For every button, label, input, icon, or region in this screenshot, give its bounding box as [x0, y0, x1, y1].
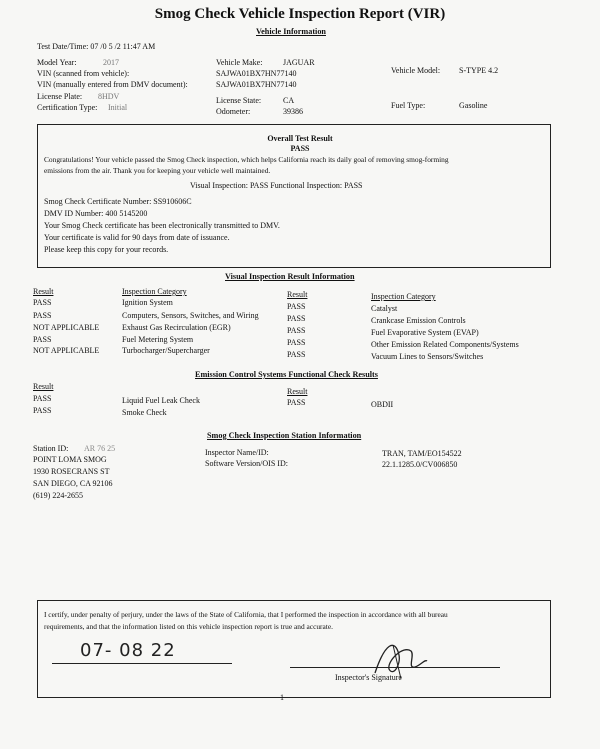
- license-plate-value: 8HDV: [98, 92, 120, 101]
- dmv-id: DMV ID Number: 400 5145200: [44, 209, 148, 218]
- transmit-note: Your Smog Check certificate has been electronically transmitted to DMV.: [44, 221, 280, 230]
- fuel-label: Fuel Type:: [391, 101, 426, 110]
- date-line: [52, 663, 232, 664]
- station-id-value: AR 76 25: [84, 444, 116, 453]
- model-year-value: 2017: [103, 58, 119, 67]
- report-title: Smog Check Vehicle Inspection Report (VIR): [154, 6, 446, 22]
- software-value: 22.1.1285.0/CV006850: [382, 460, 458, 469]
- overall-result: PASS: [290, 144, 310, 153]
- visual-left-category-header: Inspection Category: [122, 287, 187, 296]
- visual-right-result: PASS: [287, 338, 306, 347]
- overall-heading: Overall Test Result: [267, 134, 333, 143]
- station-name: POINT LOMA SMOG: [33, 455, 107, 464]
- emission-right-category: OBDII: [371, 400, 394, 409]
- emission-right-result: PASS: [287, 398, 306, 407]
- emission-heading: Emission Control Systems Functional Check Results: [195, 370, 378, 379]
- station-address-2: SAN DIEGO, CA 92106: [33, 479, 113, 488]
- visual-heading: Visual Inspection Result Information: [225, 272, 355, 281]
- page-number: 1: [280, 693, 284, 702]
- license-state-value: CA: [283, 96, 295, 105]
- visual-left-category: Exhaust Gas Recirculation (EGR): [122, 323, 231, 332]
- visual-right-category: Other Emission Related Components/Systems: [371, 340, 519, 349]
- station-heading: Smog Check Inspection Station Information: [207, 431, 362, 440]
- vin-manual-label: VIN (manually entered from DMV document):: [37, 80, 188, 89]
- odometer-value: 39386: [283, 107, 303, 116]
- visual-right-category: Catalyst: [371, 304, 398, 313]
- visual-left-category: Fuel Metering System: [122, 335, 194, 344]
- emission-left-category: Smoke Check: [122, 408, 167, 417]
- station-address-1: 1930 ROSECRANS ST: [33, 467, 110, 476]
- keep-note: Please keep this copy for your records.: [44, 245, 169, 254]
- emission-left-category: Liquid Fuel Leak Check: [122, 396, 200, 405]
- cert-type-label: Certification Type:: [37, 103, 98, 112]
- visual-right-result: PASS: [287, 302, 306, 311]
- visual-right-category: Fuel Evaporative System (EVAP): [371, 328, 479, 337]
- emission-left-result-header: Result: [33, 382, 54, 391]
- visual-left-category: Turbocharger/Supercharger: [122, 346, 210, 355]
- station-phone: (619) 224-2655: [33, 491, 83, 500]
- vin-scanned-label: VIN (scanned from vehicle):: [37, 69, 130, 78]
- visual-functional-line: Visual Inspection: PASS Functional Inspection: PASS: [190, 181, 363, 190]
- visual-right-category-header: Inspection Category: [371, 292, 436, 301]
- visual-left-result-header: Result: [33, 287, 54, 296]
- visual-left-result: PASS: [33, 335, 52, 344]
- vehicle-info-heading: Vehicle Information: [256, 27, 326, 36]
- certify-line-2: requirements, and that the information listed on this vehicle inspection report is true and accurate.: [44, 622, 333, 631]
- inspector-value: TRAN, TAM/EO154522: [382, 449, 462, 458]
- visual-left-result: PASS: [33, 311, 52, 320]
- visual-left-category: Ignition System: [122, 298, 173, 307]
- visual-right-category: Crankcase Emission Controls: [371, 316, 466, 325]
- emission-right-result-header: Result: [287, 387, 308, 396]
- certify-line-1: I certify, under penalty of perjury, under the laws of the State of California, that I performed the inspection in accordance with all bureau: [44, 610, 448, 619]
- make-value: JAGUAR: [283, 58, 315, 67]
- license-state-label: License State:: [216, 96, 262, 105]
- visual-left-result: NOT APPLICABLE: [33, 323, 100, 332]
- visual-right-result: PASS: [287, 350, 306, 359]
- visual-right-result-header: Result: [287, 290, 308, 299]
- emission-left-result: PASS: [33, 394, 52, 403]
- visual-right-category: Vacuum Lines to Sensors/Switches: [371, 352, 484, 361]
- vin-manual-value: SAJWA01BX7HN77140: [216, 80, 297, 89]
- test-date: Test Date/Time: 07 /0 5 /2 11:47 AM: [37, 42, 156, 51]
- odometer-label: Odometer:: [216, 107, 251, 116]
- make-label: Vehicle Make:: [216, 58, 263, 67]
- emission-left-result: PASS: [33, 406, 52, 415]
- vin-scanned-value: SAJWA01BX7HN77140: [216, 69, 297, 78]
- station-id-label: Station ID:: [33, 444, 69, 453]
- handwritten-date: 07- 08 22: [80, 640, 176, 661]
- fuel-value: Gasoline: [459, 101, 488, 110]
- visual-left-result: NOT APPLICABLE: [33, 346, 100, 355]
- model-year-label: Model Year:: [37, 58, 77, 67]
- signature-label: Inspector's Signature: [335, 673, 402, 682]
- congrats-line-1: Congratulations! Your vehicle passed the Smog Check inspection, which helps California reach its daily goal of removing smog-forming: [44, 155, 449, 164]
- license-plate-label: License Plate:: [37, 92, 83, 101]
- model-value: S-TYPE 4.2: [459, 66, 499, 75]
- valid-note: Your certificate is valid for 90 days from date of issuance.: [44, 233, 230, 242]
- inspector-label: Inspector Name/ID:: [205, 448, 269, 457]
- visual-right-result: PASS: [287, 326, 306, 335]
- model-label: Vehicle Model:: [391, 66, 441, 75]
- visual-left-category: Computers, Sensors, Switches, and Wiring: [122, 311, 259, 320]
- cert-number: Smog Check Certificate Number: SS910606C: [44, 197, 192, 206]
- cert-type-value: Initial: [108, 103, 128, 112]
- visual-left-result: PASS: [33, 298, 52, 307]
- signature-line: [290, 667, 500, 668]
- visual-right-result: PASS: [287, 314, 306, 323]
- software-label: Software Version/OIS ID:: [205, 459, 288, 468]
- congrats-line-2: emissions from the air. Thank you for keeping your vehicle well maintained.: [44, 166, 271, 175]
